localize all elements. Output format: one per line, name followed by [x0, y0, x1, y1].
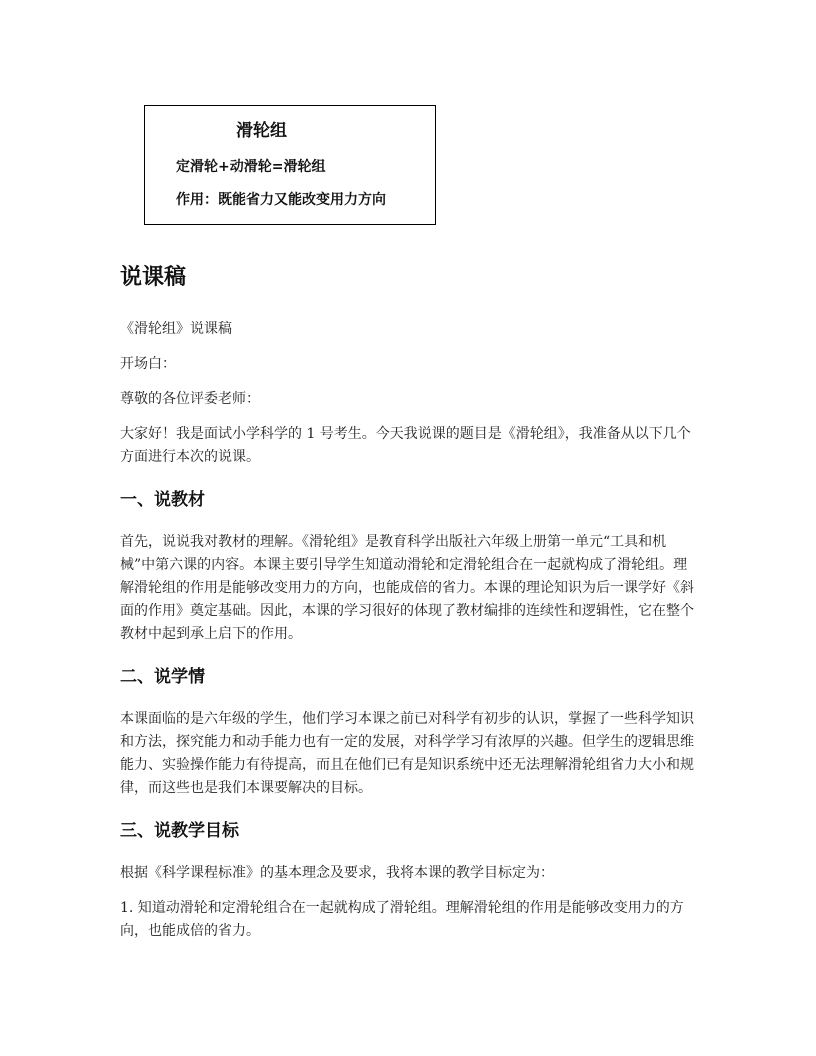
- section-paragraph-goals: 根据《科学课程标准》的基本理念及要求，我将本课的教学目标定为：: [120, 865, 554, 881]
- intro-paragraph: 大家好！我是面试小学科学的 1 号考生。今天我说课的题目是《滑轮组》，我准备从以下几个方面进行本次的说课。: [120, 426, 691, 465]
- box-function: 作用：既能省力又能改变用力方向: [176, 192, 386, 208]
- section-paragraph-textbook: 首先，说说我对教材的理解。《滑轮组》是教育科学出版社六年级上册第一单元“工具和机械”中第六课的内容。本课主要引导学生知道动滑轮和定滑轮组合在一起就构成了滑轮组。理解滑轮组的作用是能够改变用力的方向，也能成倍的省力。本课的理论知识为后一课学好《斜面的作用》奠定基础。因此，本课的学习很好的体现了教材编排的连续性和逻辑性，它在整个教材中起到承上启下的作用。: [120, 534, 694, 642]
- doc-title: 说课稿: [120, 265, 187, 290]
- summary-box: [144, 105, 436, 225]
- document-body: [120, 262, 696, 955]
- section-heading-goals: 三、说教学目标: [120, 821, 239, 841]
- section-heading-students: 二、说学情: [120, 667, 205, 687]
- section-heading-textbook: 一、说教材: [120, 490, 205, 510]
- box-title: 滑轮组: [236, 121, 287, 141]
- opening-label: 开场白：: [120, 356, 176, 372]
- doc-subtitle: 《滑轮组》说课稿: [120, 321, 232, 337]
- section-paragraph-students: 本课面临的是六年级的学生，他们学习本课之前已对科学有初步的认识，掌握了一些科学知识和方法，探究能力和动手能力也有一定的发展，对科学学习有浓厚的兴趣。但学生的逻辑思维能力、实验操作能力有待提高，而且在他们已有是知识系统中还无法理解滑轮组省力大小和规律，而这些也是我们本课要解决的目标。: [120, 711, 694, 796]
- greeting: 尊敬的各位评委老师：: [120, 391, 260, 407]
- box-formula: 定滑轮+动滑轮=滑轮组: [176, 159, 326, 175]
- goal-item-1: 1. 知道动滑轮和定滑轮组合在一起就构成了滑轮组。理解滑轮组的作用是能够改变用力的方向，也能成倍的省力。: [120, 900, 684, 939]
